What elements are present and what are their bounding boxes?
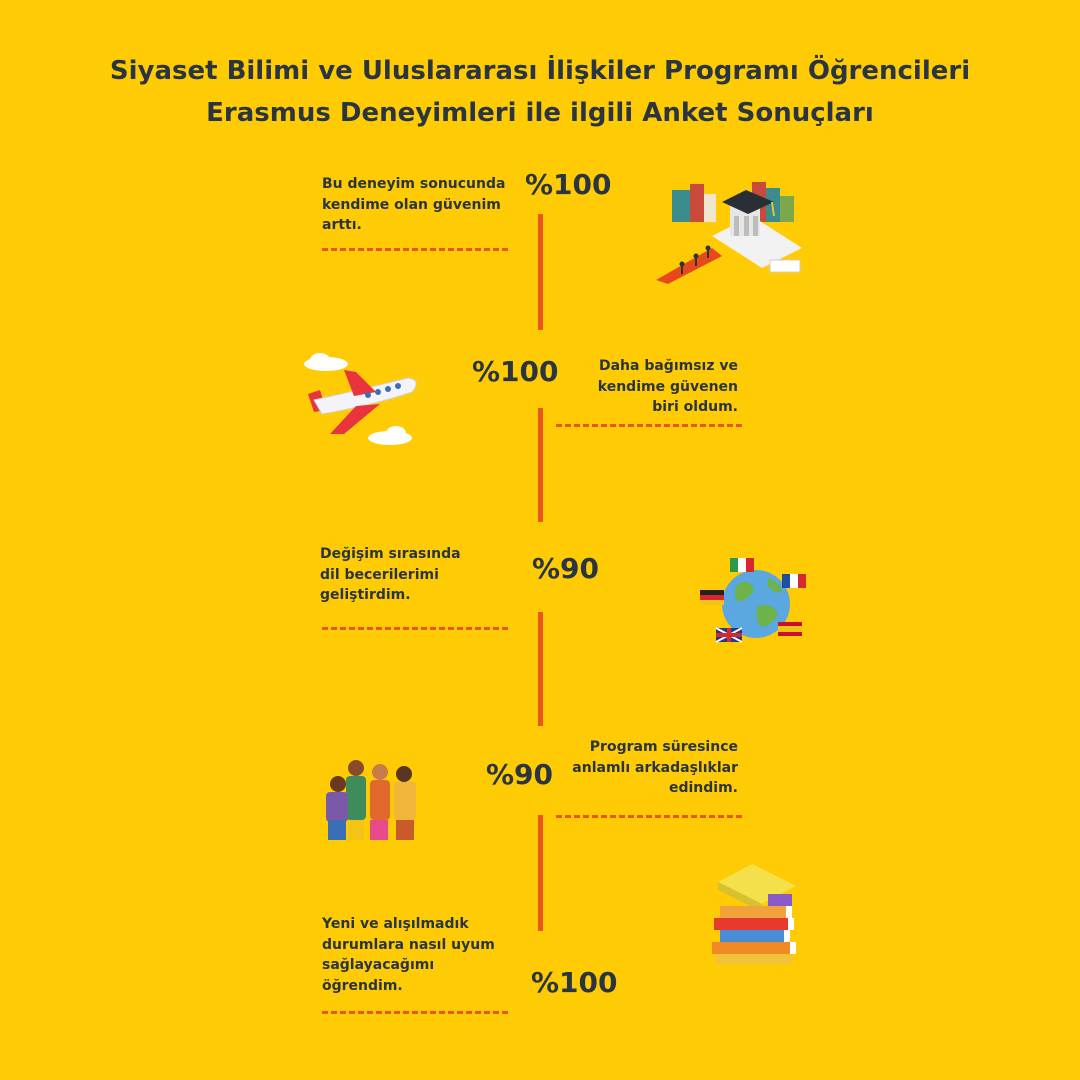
book-stack-icon [706, 860, 804, 966]
timeline-segment-4 [538, 815, 543, 931]
item-3-text: Değişim sırasında dil becerilerimi geliştirdim. [320, 546, 461, 603]
dashed-line-1 [322, 248, 508, 251]
item-1-text: Bu deneyim sonucunda kendime olan güvenim arttı. [322, 176, 506, 233]
friends-group-icon [320, 756, 428, 842]
globe-flags-icon [698, 556, 810, 648]
title-line-2: Erasmus Deneyimleri ile ilgili Anket Sonuçları [206, 98, 874, 128]
item-5-text: Yeni ve alışılmadık durumlara nasıl uyum sağlayacağımı öğrendim. [322, 916, 495, 994]
graduation-library-icon [652, 176, 812, 286]
item-1-percent: %100 [525, 168, 612, 201]
timeline-segment-1 [538, 214, 543, 330]
item-5-percent: %100 [531, 966, 618, 999]
airplane-icon [300, 350, 425, 450]
item-2-percent: %100 [472, 355, 559, 388]
item-4-percent: %90 [486, 758, 554, 791]
timeline-segment-2 [538, 408, 543, 522]
dashed-line-5 [322, 1011, 508, 1014]
dashed-line-2 [556, 424, 742, 427]
item-4-text: Program süresince anlamlı arkadaşlıklar edindim. [572, 739, 738, 796]
dashed-line-3 [322, 627, 508, 630]
item-3-percent: %90 [532, 552, 600, 585]
dashed-line-4 [556, 815, 742, 818]
item-2-text: Daha bağımsız ve kendime güvenen biri oldum. [597, 358, 738, 415]
title-line-1: Siyaset Bilimi ve Uluslararası İlişkiler Programı Öğrencileri [109, 56, 971, 86]
timeline-segment-3 [538, 612, 543, 726]
